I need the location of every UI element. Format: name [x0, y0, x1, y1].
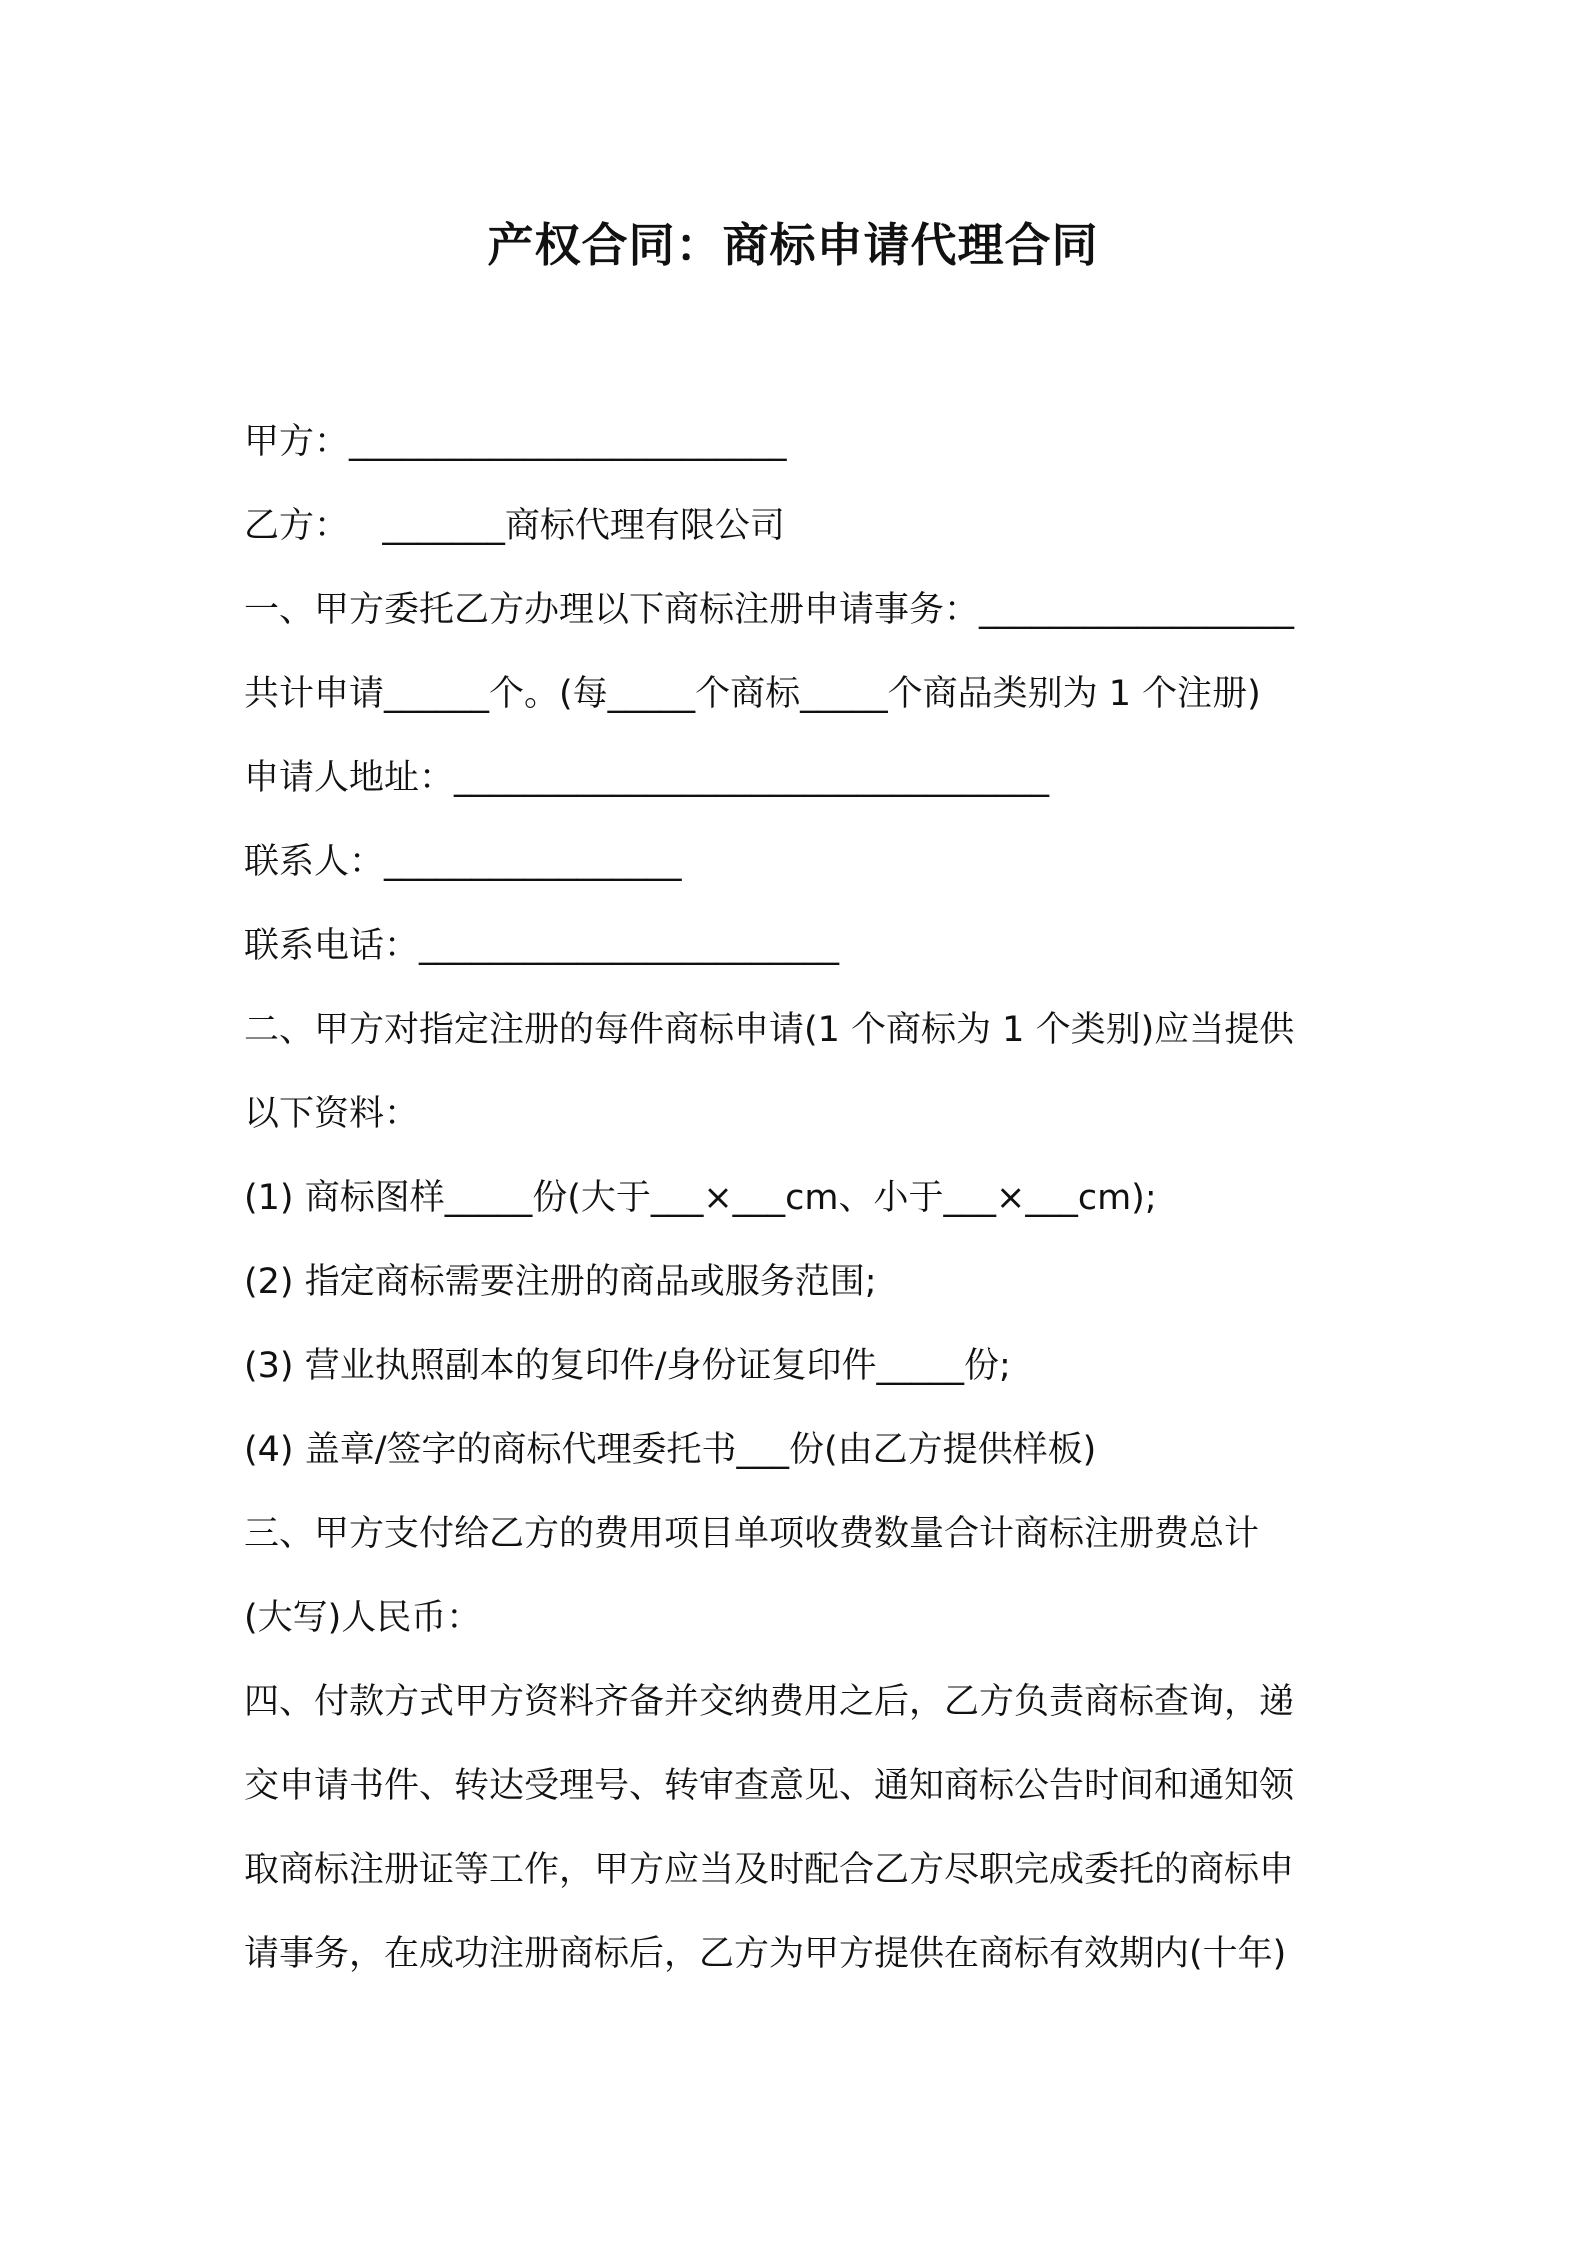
clause-1-line: 一、甲方委托乙方办理以下商标注册申请事务：__________________	[244, 590, 1295, 630]
material-4-line: (4) 盖章/签字的商标代理委托书___份(由乙方提供样板)	[244, 1430, 1097, 1470]
party-b-line: 乙方： _______商标代理有限公司	[244, 506, 785, 546]
contact-phone-line: 联系电话：________________________	[244, 926, 840, 966]
party-a-line: 甲方：_________________________	[244, 422, 787, 462]
contract-body	[244, 400, 1364, 1996]
clause-4-line: 四、付款方式甲方资料齐备并交纳费用之后，乙方负责商标查询，递	[244, 1682, 1295, 1722]
clause-3-line: 三、甲方支付给乙方的费用项目单项收费数量合计商标注册费总计	[244, 1514, 1260, 1554]
clause-4-continuation-1: 交申请书件、转达受理号、转审查意见、通知商标公告时间和通知领	[244, 1766, 1295, 1806]
clause-2-continuation: 以下资料：	[244, 1094, 420, 1134]
material-3-line: (3) 营业执照副本的复印件/身份证复印件_____份;	[244, 1346, 1011, 1386]
clause-3-continuation: (大写)人民币：	[244, 1598, 482, 1638]
material-2-line: (2) 指定商标需要注册的商品或服务范围;	[244, 1262, 877, 1302]
clause-2-line: 二、甲方对指定注册的每件商标申请(1 个商标为 1 个类别)应当提供	[244, 1010, 1295, 1050]
applicant-address-line: 申请人地址：__________________________________	[244, 758, 1050, 798]
clause-4-continuation-2: 取商标注册证等工作，甲方应当及时配合乙方尽职完成委托的商标申	[244, 1850, 1295, 1890]
document-title: 产权合同：商标申请代理合同	[487, 218, 1099, 272]
application-count-line: 共计申请______个。(每_____个商标_____个商品类别为 1 个注册)	[244, 674, 1261, 714]
material-1-line: (1) 商标图样_____份(大于___×___cm、小于___×___cm);	[244, 1178, 1157, 1218]
contact-person-line: 联系人：_________________	[244, 842, 682, 882]
clause-4-continuation-3: 请事务，在成功注册商标后，乙方为甲方提供在商标有效期内(十年)	[244, 1934, 1287, 1974]
